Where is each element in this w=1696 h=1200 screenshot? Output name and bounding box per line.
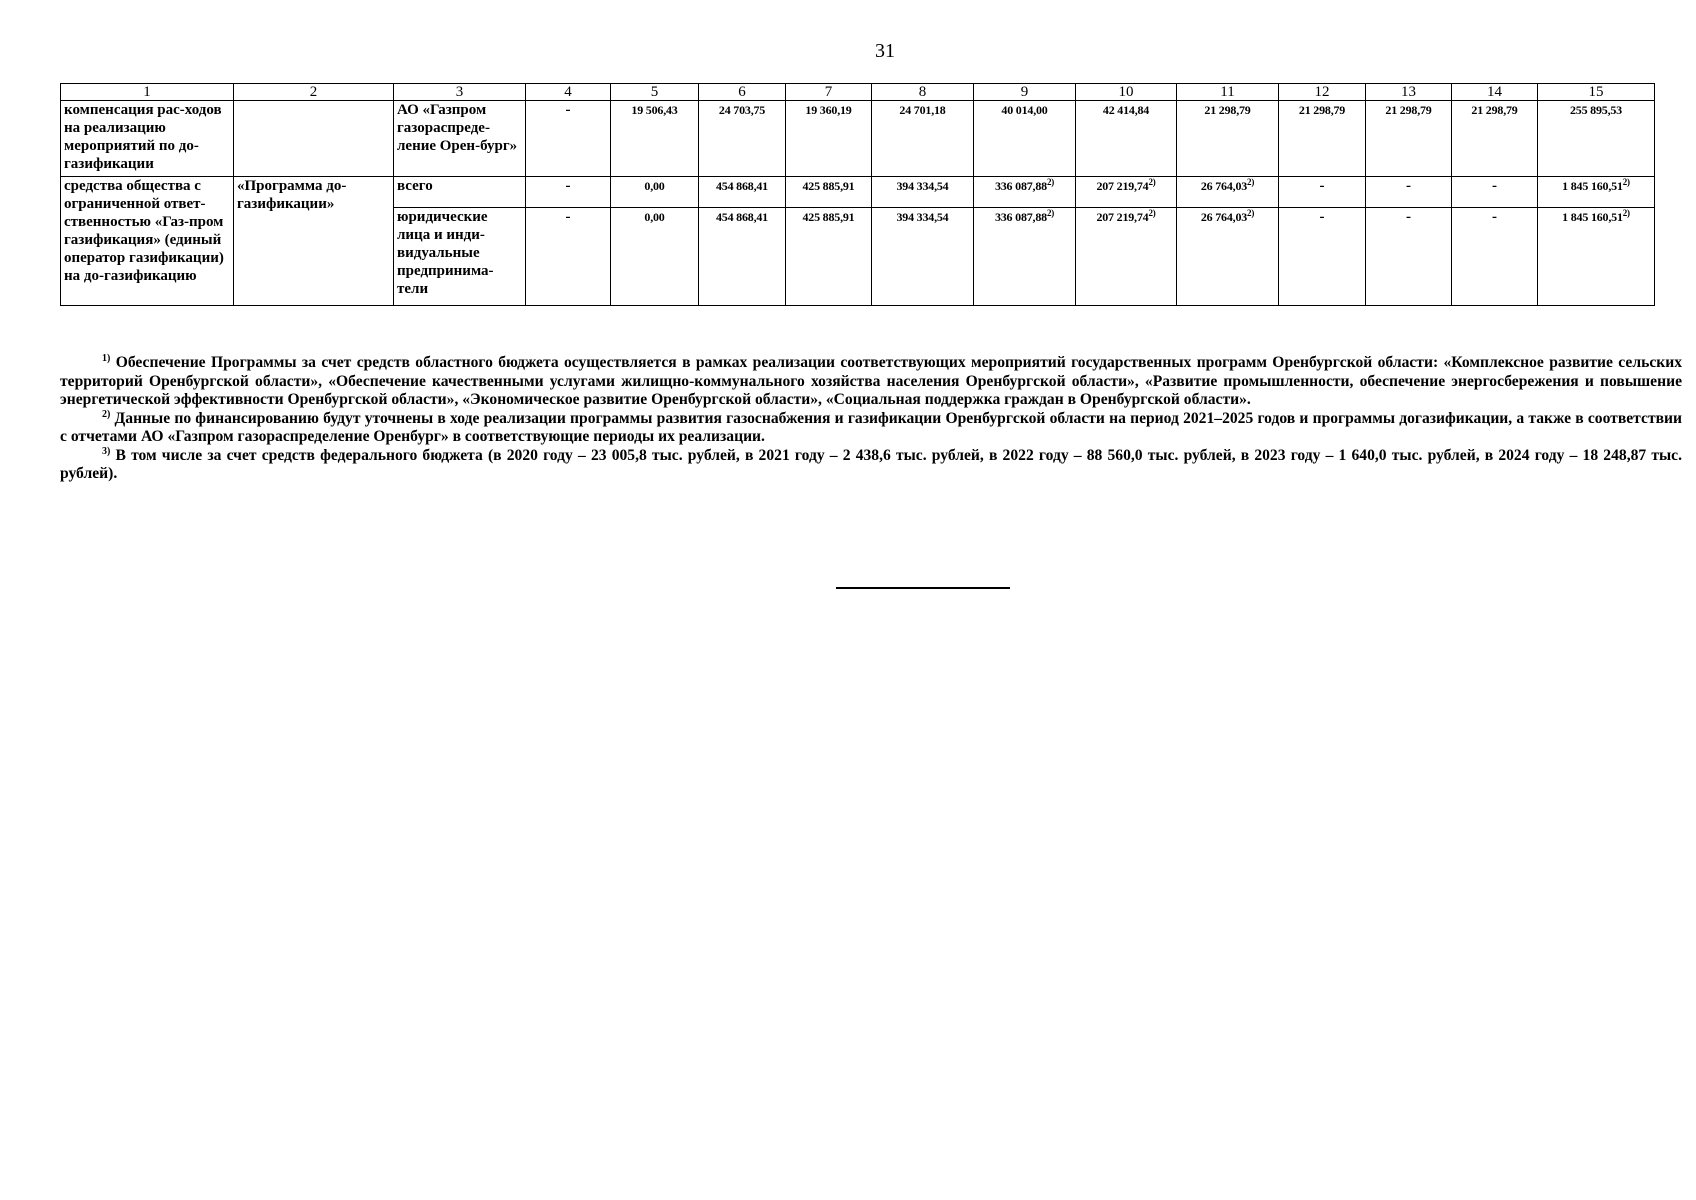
column-number: 10 bbox=[1076, 84, 1177, 101]
column-number: 5 bbox=[611, 84, 699, 101]
value-cell: 19 360,19 bbox=[786, 101, 872, 177]
value-cell bbox=[1076, 208, 1177, 306]
value-cell: 394 334,54 bbox=[872, 208, 974, 306]
value-cell: 21 298,79 bbox=[1366, 101, 1452, 177]
footnote-mark: 3) bbox=[102, 445, 111, 457]
footnote-ref: 2) bbox=[1247, 177, 1255, 187]
value-cell: - bbox=[1366, 177, 1452, 208]
value-cell bbox=[974, 208, 1076, 306]
value-cell: - bbox=[1452, 177, 1538, 208]
value-cell: 24 703,75 bbox=[699, 101, 786, 177]
column-number: 3 bbox=[394, 84, 526, 101]
value-cell: 425 885,91 bbox=[786, 208, 872, 306]
funding-source-cell: средства общества с ограниченной ответ-ственностью «Газ-пром газификация» (единый оператор газификации) на до-газификацию bbox=[61, 177, 234, 306]
column-number: 7 bbox=[786, 84, 872, 101]
value-cell: 0,00 bbox=[611, 208, 699, 306]
recipient-cell: юридические лица и инди-видуальные предпринима-тели bbox=[394, 208, 526, 306]
footnote-text: Обеспечение Программы за счет средств областного бюджета осуществляется в рамках реализации соответствующих мероприятий государственных программ Оренбургской области: «Комплексное развитие сельских территорий Оренбургской области», «Обеспечение качественными услугами жилищно-коммунального хозяйства населения Оренбургской области», «Развитие промышленности, обеспечение энергосбережения и повышение энергетической эффективности Оренбургской области», «Экономическое развитие Оренбургской области», «Социальная поддержка граждан в Оренбургской области». bbox=[60, 354, 1682, 408]
value-cell: 0,00 bbox=[611, 177, 699, 208]
table-row bbox=[61, 177, 1655, 208]
value-cell: - bbox=[1452, 208, 1538, 306]
footnote-ref: 2) bbox=[1622, 177, 1630, 187]
column-number: 14 bbox=[1452, 84, 1538, 101]
value-text: 26 764,03 bbox=[1200, 179, 1248, 193]
value-cell: 21 298,79 bbox=[1452, 101, 1538, 177]
page-number: 31 bbox=[875, 40, 895, 62]
value-cell: - bbox=[1279, 208, 1366, 306]
value-cell: 394 334,54 bbox=[872, 177, 974, 208]
value-cell: 19 506,43 bbox=[611, 101, 699, 177]
funding-table bbox=[60, 83, 1655, 306]
value-cell: - bbox=[1279, 177, 1366, 208]
column-number: 2 bbox=[234, 84, 394, 101]
value-cell bbox=[1177, 177, 1279, 208]
value-cell: - bbox=[526, 101, 611, 177]
table-row bbox=[61, 101, 1655, 177]
program-cell bbox=[234, 101, 394, 177]
value-cell: 255 895,53 bbox=[1538, 101, 1655, 177]
value-cell: - bbox=[526, 208, 611, 306]
table-header-row bbox=[61, 84, 1655, 101]
value-cell: 454 868,41 bbox=[699, 208, 786, 306]
footnote-ref: 2) bbox=[1247, 208, 1255, 218]
footnote-text: В том числе за счет средств федерального бюджета (в 2020 году – 23 005,8 тыс. рублей, в 2021 году – 2 438,6 тыс. рублей, в 2022 году – 88 560,0 тыс. рублей, в 2023 году – 1 640,0 тыс. рублей, в 2024 году – 18 248,87 тыс. рублей). bbox=[60, 446, 1682, 482]
value-text: 207 219,74 bbox=[1096, 210, 1149, 224]
value-cell: 21 298,79 bbox=[1177, 101, 1279, 177]
footnotes bbox=[60, 354, 1682, 484]
column-number: 13 bbox=[1366, 84, 1452, 101]
value-text: 26 764,03 bbox=[1200, 210, 1248, 224]
value-cell: 21 298,79 bbox=[1279, 101, 1366, 177]
column-number: 12 bbox=[1279, 84, 1366, 101]
value-cell bbox=[1177, 208, 1279, 306]
funding-source-cell: компенсация рас-ходов на реализацию мероприятий по до-газификации bbox=[61, 101, 234, 177]
value-cell: 425 885,91 bbox=[786, 177, 872, 208]
column-number: 8 bbox=[872, 84, 974, 101]
value-cell bbox=[1538, 208, 1655, 306]
footnote-ref: 2) bbox=[1148, 177, 1156, 187]
value-cell: 40 014,00 bbox=[974, 101, 1076, 177]
value-text: 207 219,74 bbox=[1096, 179, 1149, 193]
value-text: 336 087,88 bbox=[994, 179, 1047, 193]
footnote-mark: 2) bbox=[102, 408, 111, 420]
value-text: 336 087,88 bbox=[994, 210, 1047, 224]
footnote-ref: 2) bbox=[1148, 208, 1156, 218]
value-text: 1 845 160,51 bbox=[1562, 210, 1623, 224]
footnote-text: Данные по финансированию будут уточнены в ходе реализации программы развития газоснабжения и газификации Оренбургской области на период 2021–2025 годов и программы догазификации, а также в соответствии с отчетами АО «Газпром газораспределение Оренбург» в соответствующие периоды их реализации. bbox=[60, 409, 1682, 445]
value-cell bbox=[974, 177, 1076, 208]
column-number: 15 bbox=[1538, 84, 1655, 101]
footnote-ref: 2) bbox=[1622, 208, 1630, 218]
column-number: 4 bbox=[526, 84, 611, 101]
column-number: 11 bbox=[1177, 84, 1279, 101]
footnote-3 bbox=[60, 447, 1682, 484]
footnote-1 bbox=[60, 354, 1682, 410]
value-cell: 42 414,84 bbox=[1076, 101, 1177, 177]
column-number: 9 bbox=[974, 84, 1076, 101]
value-cell bbox=[1076, 177, 1177, 208]
footnote-ref: 2) bbox=[1046, 208, 1055, 218]
program-cell: «Программа до-газификации» bbox=[234, 177, 394, 306]
value-text: 1 845 160,51 bbox=[1562, 179, 1623, 193]
footnote-mark: 1) bbox=[102, 352, 111, 364]
value-cell: 24 701,18 bbox=[872, 101, 974, 177]
value-cell: 454 868,41 bbox=[699, 177, 786, 208]
footnote-ref: 2) bbox=[1046, 177, 1055, 187]
recipient-cell: АО «Газпром газораспреде-ление Орен-бург» bbox=[394, 101, 526, 177]
column-number: 1 bbox=[61, 84, 234, 101]
column-number: 6 bbox=[699, 84, 786, 101]
value-cell: - bbox=[526, 177, 611, 208]
value-cell bbox=[1538, 177, 1655, 208]
recipient-cell: всего bbox=[394, 177, 526, 208]
end-separator-line bbox=[836, 587, 1010, 589]
value-cell: - bbox=[1366, 208, 1452, 306]
footnote-2 bbox=[60, 410, 1682, 447]
